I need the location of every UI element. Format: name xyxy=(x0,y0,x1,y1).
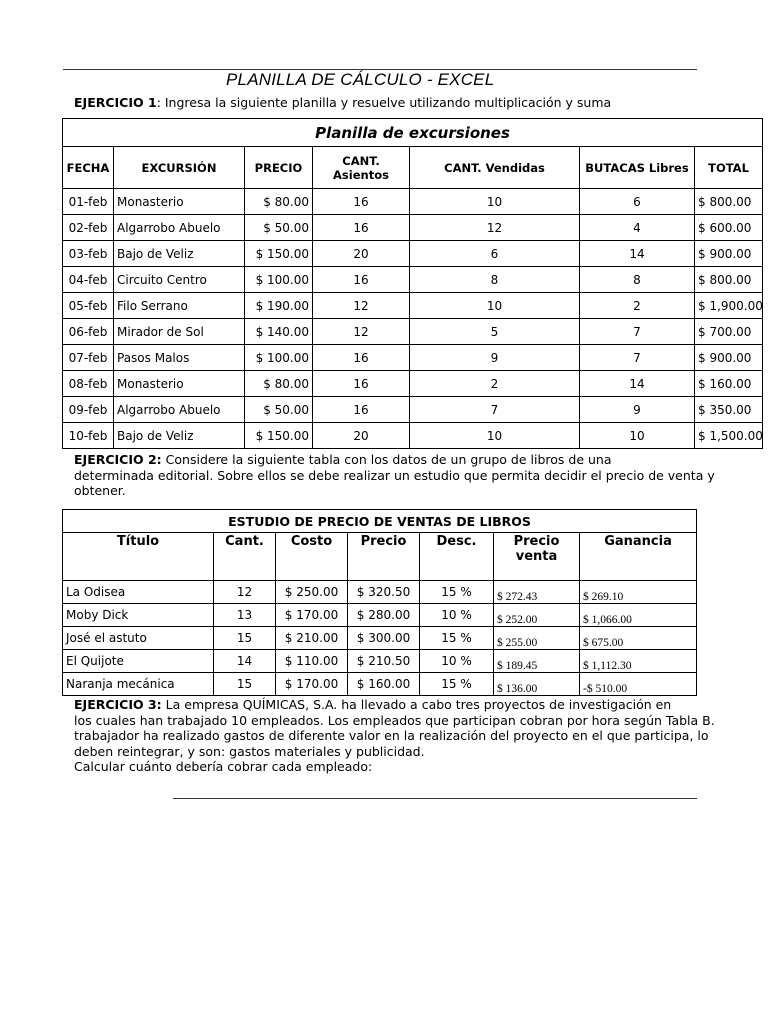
cell-titulo: La Odisea xyxy=(63,581,214,604)
table-row xyxy=(63,293,763,319)
cell-cant-vendidas: 12 xyxy=(410,215,580,241)
cell-excursion: Circuito Centro xyxy=(114,267,245,293)
cell-desc: 15 % xyxy=(420,581,494,604)
cell-fecha: 01-feb xyxy=(63,189,114,215)
cell-cant-asientos: 16 xyxy=(313,371,410,397)
cell-ganancia: $ 675.00 xyxy=(580,627,697,650)
col-header-precio-venta-line1: Precio xyxy=(513,534,560,549)
col-header-cant: CANT. xyxy=(342,153,380,168)
col-header-precio: Precio xyxy=(348,533,420,581)
cell-cant-vendidas: 9 xyxy=(410,345,580,371)
cell-precio: $ 50.00 xyxy=(245,215,313,241)
cell-excursion: Algarrobo Abuelo xyxy=(114,397,245,423)
cell-ganancia: $ 1,066.00 xyxy=(580,604,697,627)
cell-fecha: 03-feb xyxy=(63,241,114,267)
ejercicio1-text xyxy=(74,95,611,111)
cell-cant: 13 xyxy=(214,604,276,627)
cell-butacas-libres: 4 xyxy=(580,215,695,241)
cell-precio: $ 140.00 xyxy=(245,319,313,345)
col-header-costo: Costo xyxy=(276,533,348,581)
table-row xyxy=(63,319,763,345)
cell-fecha: 04-feb xyxy=(63,267,114,293)
cell-fecha: 08-feb xyxy=(63,371,114,397)
cell-precio: $ 280.00 xyxy=(348,604,420,627)
table-row xyxy=(63,371,763,397)
excursions-table-caption: Planilla de excursiones xyxy=(63,119,763,147)
cell-butacas-libres: 10 xyxy=(580,423,695,449)
cell-costo: $ 250.00 xyxy=(276,581,348,604)
cell-cant: 15 xyxy=(214,673,276,696)
cell-cant-asientos: 16 xyxy=(313,267,410,293)
table-row xyxy=(63,215,763,241)
table-row xyxy=(63,581,763,604)
cell-butacas-libres: 14 xyxy=(580,241,695,267)
cell-total: $ 600.00 xyxy=(695,215,763,241)
cell-excursion: Filo Serrano xyxy=(114,293,245,319)
cell-butacas-libres: 7 xyxy=(580,345,695,371)
cell-desc: 15 % xyxy=(420,673,494,696)
cell-excursion: Mirador de Sol xyxy=(114,319,245,345)
ejercicio1-label: EJERCICIO 1 xyxy=(74,95,157,110)
cell-precio: $ 210.50 xyxy=(348,650,420,673)
col-header-cant-vendidas: CANT. Vendidas xyxy=(410,147,580,189)
ejercicio2-line2: determinada editorial. Sobre ellos se debe realizar un estudio que permita decidir el precio de venta y xyxy=(74,467,715,483)
cell-ganancia: $ 269.10 xyxy=(580,581,697,604)
cell-fecha: 07-feb xyxy=(63,345,114,371)
ejercicio2-line1 xyxy=(74,452,715,468)
table-row xyxy=(63,189,763,215)
cell-cant: 15 xyxy=(214,627,276,650)
cell-precio: $ 100.00 xyxy=(245,345,313,371)
table-row xyxy=(63,650,763,673)
table-row xyxy=(63,673,763,696)
ejercicio3-line5: Calcular cuánto debería cobrar cada empleado: xyxy=(74,759,373,774)
cell-costo: $ 110.00 xyxy=(276,650,348,673)
cell-excursion: Pasos Malos xyxy=(114,345,245,371)
col-header-fecha: FECHA xyxy=(63,147,114,189)
cell-titulo: Naranja mecánica xyxy=(63,673,214,696)
ejercicio3-label: EJERCICIO 3: xyxy=(74,697,162,712)
col-header-titulo: Título xyxy=(63,533,214,581)
cell-costo: $ 170.00 xyxy=(276,673,348,696)
cell-butacas-libres: 8 xyxy=(580,267,695,293)
cell-desc: 10 % xyxy=(420,604,494,627)
cell-precio: $ 320.50 xyxy=(348,581,420,604)
books-table-caption: ESTUDIO DE PRECIO DE VENTAS DE LIBROS xyxy=(63,510,697,533)
ejercicio3-line4: deben reintegrar, y son: gastos materiales y publicidad. xyxy=(74,743,425,759)
cell-excursion: Bajo de Veliz xyxy=(114,241,245,267)
cell-excursion: Bajo de Veliz xyxy=(114,423,245,449)
cell-butacas-libres: 9 xyxy=(580,397,695,423)
books-sheet xyxy=(62,509,697,697)
ejercicio3-text xyxy=(74,697,715,775)
ejercicio2-line1-text: Considere la siguiente tabla con los datos de un grupo de libros de una xyxy=(161,452,612,467)
cell-cant-asientos: 20 xyxy=(313,423,410,449)
cell-cant: 14 xyxy=(214,650,276,673)
cell-precio: $ 160.00 xyxy=(348,673,420,696)
cell-fecha: 02-feb xyxy=(63,215,114,241)
ejercicio2-text xyxy=(74,452,715,499)
cell-titulo: El Quijote xyxy=(63,650,214,673)
cell-cant: 12 xyxy=(214,581,276,604)
col-header-total: TOTAL xyxy=(695,147,763,189)
cell-cant-asientos: 12 xyxy=(313,319,410,345)
table-row xyxy=(63,604,763,627)
cell-butacas-libres: 7 xyxy=(580,319,695,345)
table-row xyxy=(63,241,763,267)
books-header-row xyxy=(63,533,763,581)
cell-cant-vendidas: 7 xyxy=(410,397,580,423)
col-header-cant: Cant. xyxy=(214,533,276,581)
cell-precio-venta: $ 272.43 xyxy=(494,581,580,604)
ejercicio3-line2: los cuales han trabajado 10 empleados. Los empleados que participan cobran por hora según Tabla B. xyxy=(74,712,715,728)
cell-precio-venta: $ 136.00 xyxy=(494,673,580,696)
cell-cant-asientos: 16 xyxy=(313,345,410,371)
cell-titulo: José el astuto xyxy=(63,627,214,650)
table-row xyxy=(63,627,763,650)
col-header-ganancia: Ganancia xyxy=(580,533,697,581)
table-row xyxy=(63,423,763,449)
table-row xyxy=(63,267,763,293)
cell-precio: $ 150.00 xyxy=(245,423,313,449)
cell-total: $ 1,900.00 xyxy=(695,293,763,319)
bottom-rule xyxy=(173,798,697,799)
cell-titulo: Moby Dick xyxy=(63,604,214,627)
col-header-butacas-libres: BUTACAS Libres xyxy=(580,147,695,189)
cell-total: $ 900.00 xyxy=(695,345,763,371)
col-header-precio-venta xyxy=(494,533,580,581)
col-header-cant-asientos xyxy=(313,147,410,189)
cell-butacas-libres: 6 xyxy=(580,189,695,215)
cell-cant-vendidas: 8 xyxy=(410,267,580,293)
books-table xyxy=(62,509,763,696)
cell-cant-asientos: 12 xyxy=(313,293,410,319)
ejercicio2-line3: obtener. xyxy=(74,483,126,498)
ejercicio1-instruction: : Ingresa la siguiente planilla y resuelve utilizando multiplicación y suma xyxy=(156,95,612,110)
table-row xyxy=(63,397,763,423)
cell-cant-vendidas: 10 xyxy=(410,293,580,319)
cell-fecha: 06-feb xyxy=(63,319,114,345)
cell-cant-asientos: 16 xyxy=(313,189,410,215)
table-row xyxy=(63,345,763,371)
cell-butacas-libres: 2 xyxy=(580,293,695,319)
col-header-precio-venta-line2: venta xyxy=(515,549,558,564)
cell-ganancia: -$ 510.00 xyxy=(580,673,697,696)
page-title: PLANILLA DE CÁLCULO - EXCEL xyxy=(226,70,495,89)
cell-precio: $ 300.00 xyxy=(348,627,420,650)
cell-total: $ 1,500.00 xyxy=(695,423,763,449)
cell-butacas-libres: 14 xyxy=(580,371,695,397)
col-header-asientos: Asientos xyxy=(333,167,389,182)
cell-desc: 10 % xyxy=(420,650,494,673)
cell-precio: $ 80.00 xyxy=(245,371,313,397)
cell-total: $ 900.00 xyxy=(695,241,763,267)
cell-precio: $ 100.00 xyxy=(245,267,313,293)
cell-cant-vendidas: 5 xyxy=(410,319,580,345)
cell-ganancia: $ 1,112.30 xyxy=(580,650,697,673)
cell-cant-asientos: 16 xyxy=(313,397,410,423)
ejercicio3-line1-text: La empresa QUÍMICAS, S.A. ha llevado a cabo tres proyectos de investigación en xyxy=(161,697,672,712)
excursions-header-row xyxy=(63,147,763,189)
cell-precio-venta: $ 252.00 xyxy=(494,604,580,627)
cell-precio: $ 190.00 xyxy=(245,293,313,319)
cell-precio-venta: $ 189.45 xyxy=(494,650,580,673)
excursions-table xyxy=(62,118,763,449)
cell-excursion: Algarrobo Abuelo xyxy=(114,215,245,241)
col-header-precio: PRECIO xyxy=(245,147,313,189)
cell-fecha: 10-feb xyxy=(63,423,114,449)
cell-total: $ 800.00 xyxy=(695,189,763,215)
cell-precio: $ 80.00 xyxy=(245,189,313,215)
cell-cant-vendidas: 2 xyxy=(410,371,580,397)
cell-costo: $ 170.00 xyxy=(276,604,348,627)
col-header-excursion: EXCURSIÓN xyxy=(114,147,245,189)
cell-total: $ 350.00 xyxy=(695,397,763,423)
cell-cant-vendidas: 10 xyxy=(410,189,580,215)
cell-total: $ 160.00 xyxy=(695,371,763,397)
ejercicio3-line3: trabajador ha realizado gastos de diferente valor en la realización del proyecto en el que participa, lo xyxy=(74,728,709,743)
excursions-sheet xyxy=(62,118,763,452)
cell-cant-vendidas: 10 xyxy=(410,423,580,449)
cell-total: $ 700.00 xyxy=(695,319,763,345)
cell-cant-vendidas: 6 xyxy=(410,241,580,267)
ejercicio2-label: EJERCICIO 2: xyxy=(74,452,162,467)
cell-desc: 15 % xyxy=(420,627,494,650)
cell-excursion: Monasterio xyxy=(114,371,245,397)
col-header-desc: Desc. xyxy=(420,533,494,581)
cell-precio-venta: $ 255.00 xyxy=(494,627,580,650)
cell-cant-asientos: 20 xyxy=(313,241,410,267)
cell-fecha: 09-feb xyxy=(63,397,114,423)
cell-precio: $ 50.00 xyxy=(245,397,313,423)
cell-fecha: 05-feb xyxy=(63,293,114,319)
cell-precio: $ 150.00 xyxy=(245,241,313,267)
cell-excursion: Monasterio xyxy=(114,189,245,215)
ejercicio3-line1 xyxy=(74,697,715,713)
cell-costo: $ 210.00 xyxy=(276,627,348,650)
cell-total: $ 800.00 xyxy=(695,267,763,293)
cell-cant-asientos: 16 xyxy=(313,215,410,241)
